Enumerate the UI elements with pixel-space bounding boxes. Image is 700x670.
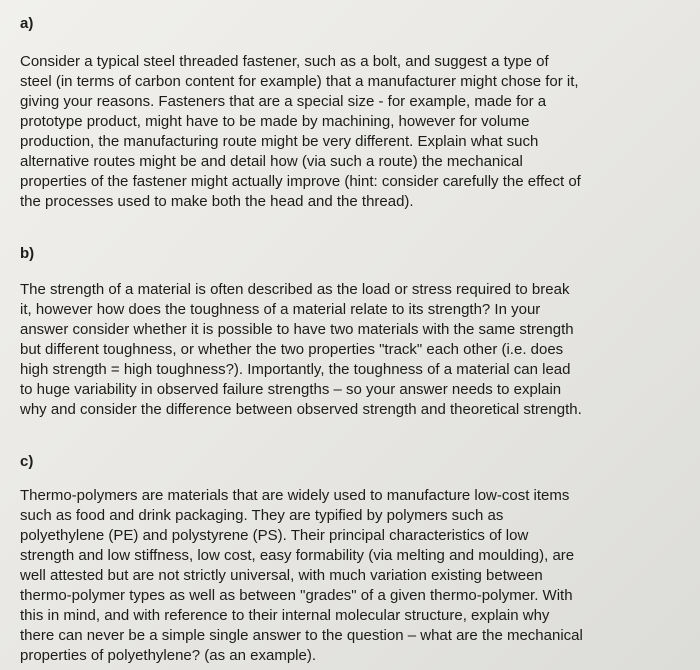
text-line: well attested but are not strictly universal, with much variation existing between <box>20 567 543 584</box>
question-document <box>20 14 680 666</box>
text-line: properties of the fastener might actually improve (hint: consider carefully the effect of <box>20 173 581 190</box>
question-b <box>20 244 680 420</box>
text-line: to huge variability in observed failure strengths – so your answer needs to explain <box>20 381 562 398</box>
text-line: giving your reasons. Fasteners that are a special size - for example, made for a <box>20 93 547 110</box>
text-line: high strength = high toughness?). Importantly, the toughness of a material can lead <box>20 361 571 378</box>
text-line: prototype product, might have to be made by machining, however for volume <box>20 113 530 130</box>
text-line: polyethylene (PE) and polystyrene (PS). Their principal characteristics of low <box>20 527 529 544</box>
question-label-c: c) <box>20 453 34 470</box>
text-line: but different toughness, or whether the two properties "track" each other (i.e. does <box>20 341 564 358</box>
text-line: the processes used to make both the head and the thread). <box>20 193 414 210</box>
text-line: strength and low stiffness, low cost, easy formability (via melting and moulding), are <box>20 547 575 564</box>
question-text-a <box>20 52 680 212</box>
question-text-b <box>20 280 680 420</box>
text-line: this in mind, and with reference to their internal molecular structure, explain why <box>20 607 550 624</box>
question-a <box>20 14 680 212</box>
text-line: The strength of a material is often described as the load or stress required to break <box>20 281 570 298</box>
question-label-b: b) <box>20 245 35 262</box>
text-line: Consider a typical steel threaded fastener, such as a bolt, and suggest a type of <box>20 53 549 70</box>
question-c <box>20 452 680 666</box>
text-line: answer consider whether it is possible to have two materials with the same strength <box>20 321 574 338</box>
text-line: steel (in terms of carbon content for example) that a manufacturer might chose for it, <box>20 73 579 90</box>
question-text-c <box>20 486 680 666</box>
text-line: it, however how does the toughness of a material relate to its strength? In your <box>20 301 541 318</box>
text-line: such as food and drink packaging. They are typified by polymers such as <box>20 507 504 524</box>
text-line: production, the manufacturing route might be very different. Explain what such <box>20 133 539 150</box>
text-line: Thermo-polymers are materials that are widely used to manufacture low-cost items <box>20 487 570 504</box>
text-line: there can never be a simple single answer to the question – what are the mechanical <box>20 627 583 644</box>
text-line: properties of polyethylene? (as an example). <box>20 647 317 664</box>
question-label-a: a) <box>20 15 34 32</box>
text-line: why and consider the difference between observed strength and theoretical strength. <box>20 401 582 418</box>
text-line: thermo-polymer types as well as between "grades" of a given thermo-polymer. With <box>20 587 573 604</box>
text-line: alternative routes might be and detail how (via such a route) the mechanical <box>20 153 523 170</box>
